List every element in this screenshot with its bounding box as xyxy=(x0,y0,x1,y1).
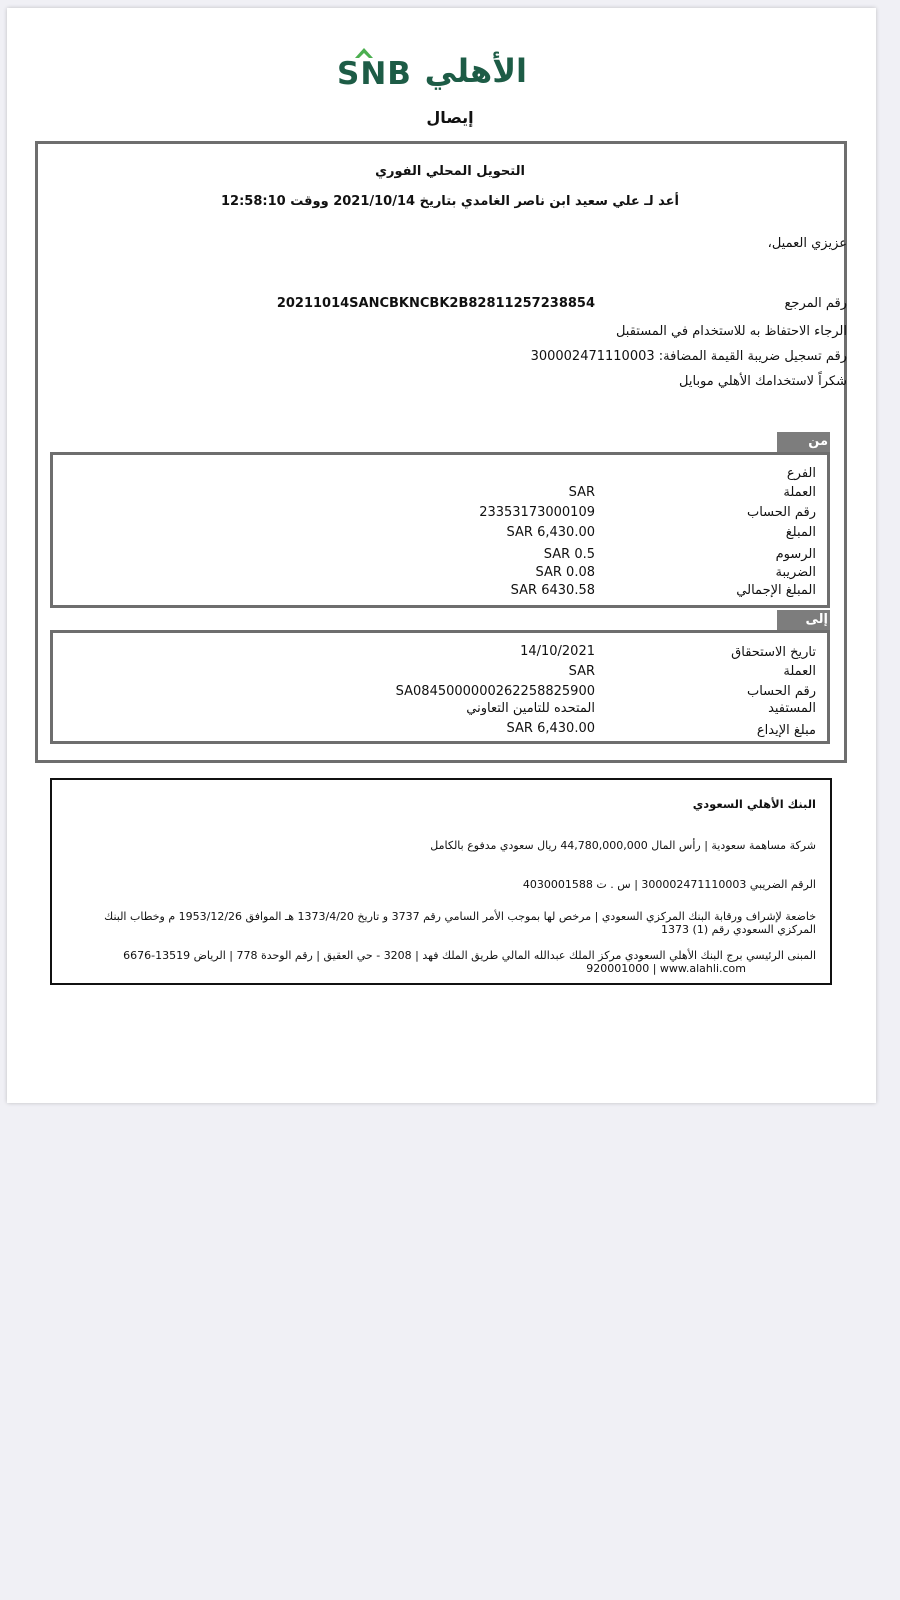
vat-registration: رقم تسجيل ضريبة القيمة المضافة: 300002471110003 xyxy=(530,349,847,364)
logo-arabic: الأهلي xyxy=(424,52,527,90)
from-row-value: 23353173000109 xyxy=(479,505,595,520)
to-row-value: SA0845000000262258825900 xyxy=(395,684,595,699)
from-row-label: الرسوم xyxy=(775,547,816,562)
to-row-label: مبلغ الإيداع xyxy=(756,723,816,738)
from-row-value: 0.08 SAR xyxy=(535,565,595,580)
to-row-value: 14/10/2021 xyxy=(520,644,595,659)
to-row-value: 6,430.00 SAR xyxy=(506,721,595,736)
from-row-label: الفرع xyxy=(786,466,816,481)
logo-latin: SNB xyxy=(337,56,412,92)
bank-capital: شركة مساهمة سعودية | رأس المال 44,780,000,000 ريال سعودي مدفوع بالكامل xyxy=(430,839,816,852)
to-row-label: رقم الحساب xyxy=(746,684,816,699)
reference-label: رقم المرجع xyxy=(784,296,847,311)
to-row-label: العملة xyxy=(783,664,816,679)
bank-address: المبنى الرئيسي برج البنك الأهلي السعودي مركز الملك عبدالله المالي طريق الملك فهد | 3208 - حي العقيق | رقم الوحدة 778 | الرياض 13519-6676 xyxy=(123,949,816,962)
to-section-tab: إلى xyxy=(777,610,830,630)
bank-tax-number: الرقم الضريبي 300002471110003 | س . ت 4030001588 xyxy=(522,878,816,891)
from-row-label: المبلغ الإجمالي xyxy=(736,583,816,598)
transfer-type: التحويل المحلي الفوري xyxy=(375,164,525,179)
from-section-tab: من xyxy=(777,432,830,452)
from-row-value: SAR xyxy=(568,485,595,500)
from-row-value: 6430.58 SAR xyxy=(510,583,595,598)
from-row-value: 6,430.00 SAR xyxy=(506,525,595,540)
from-row-label: العملة xyxy=(783,485,816,500)
from-row-label: المبلغ xyxy=(785,525,816,540)
to-row-value: المتحده للتامين التعاوني xyxy=(466,701,595,716)
from-row-value: 0.5 SAR xyxy=(543,547,595,562)
snb-logo xyxy=(335,42,535,97)
receipt-title: إيصال xyxy=(426,108,474,127)
from-row-label: رقم الحساب xyxy=(746,505,816,520)
bank-name: البنك الأهلي السعودي xyxy=(692,797,816,811)
prepared-for: أعد لـ علي سعيد ابن ناصر الغامدي بتاريخ 2021/10/14 ووقت 12:58:10 xyxy=(221,194,679,209)
thanks-note: شكراً لاستخدامك الأهلي موبايل xyxy=(679,374,847,389)
to-row-label: تاريخ الاستحقاق xyxy=(731,645,816,660)
to-row-label: المستفيد xyxy=(768,701,816,716)
greeting: عزيزي العميل، xyxy=(767,236,847,251)
bank-footer xyxy=(50,778,832,985)
from-section xyxy=(50,452,830,608)
bank-license: خاضعة لإشراف ورقابة البنك المركزي السعودي | مرخص لها بموجب الأمر السامي رقم 3737 و تاريخ 1373/4/20 هـ الموافق 1953/12/26 م وخطاب البنك المركزي السعودي رقم (1) 1373 xyxy=(104,910,816,936)
reference-value: 20211014SANCBKNCBK2B82811257238854 xyxy=(276,296,595,311)
bank-contact: 920001000 | www.alahli.com xyxy=(586,962,746,975)
keep-note: الرجاء الاحتفاظ به للاستخدام في المستقبل xyxy=(615,324,847,339)
to-row-value: SAR xyxy=(568,664,595,679)
from-row-label: الضريبة xyxy=(775,565,816,580)
